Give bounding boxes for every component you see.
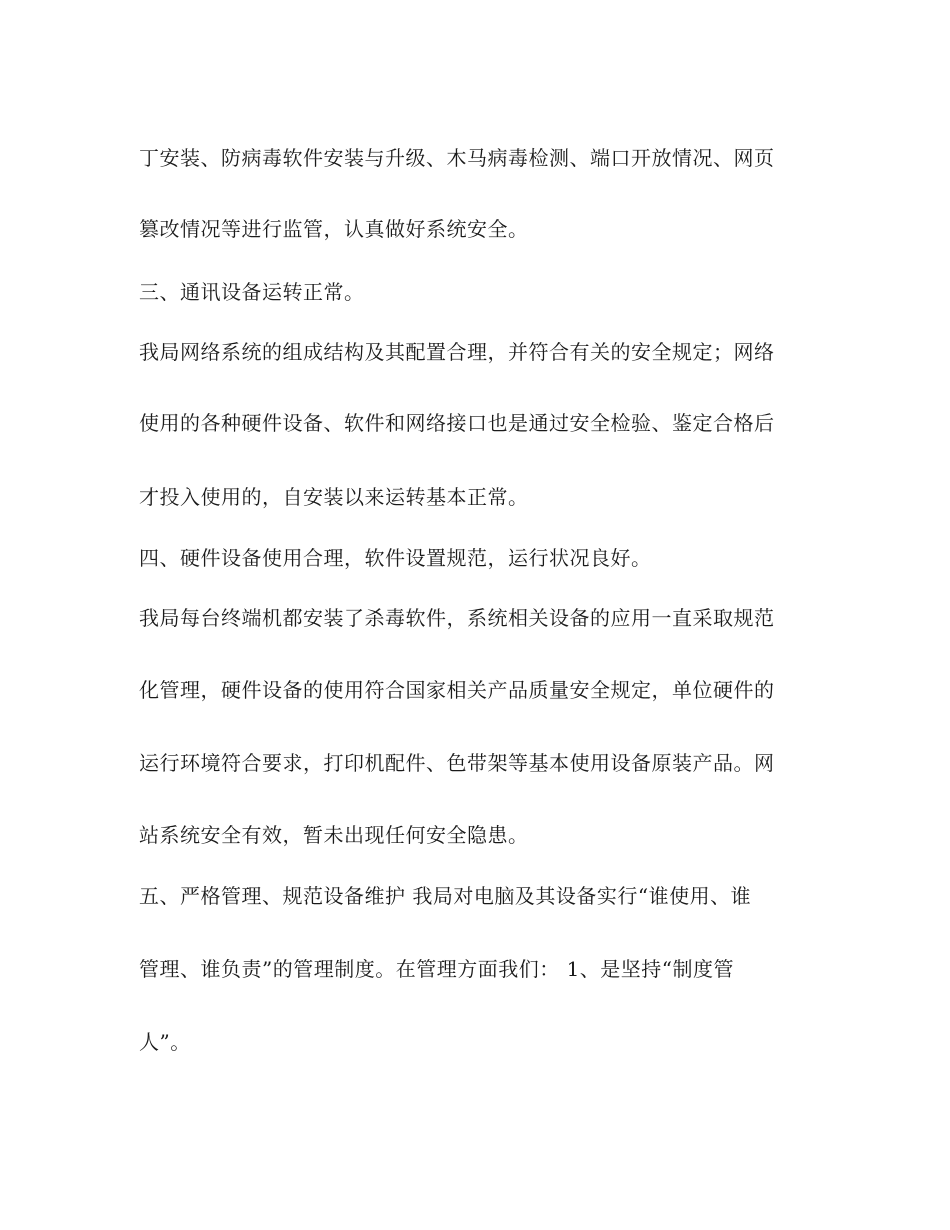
text-line-6: 才投入使用的，自安装以来运转基本正常。 — [139, 485, 529, 509]
text-line-14: 人”。 — [139, 1030, 191, 1054]
text-line-5: 使用的各种硬件设备、软件和网络接口也是通过安全检验、鉴定合格后 — [139, 411, 775, 435]
text-line-13: 管理、谁负责”的管理制度。在管理方面我们： 1、是坚持“制度管 — [139, 957, 735, 981]
text-line-2: 篡改情况等进行监管，认真做好系统安全。 — [139, 217, 529, 241]
text-line-10: 运行环境符合要求，打印机配件、色带架等基本使用设备原装产品。网 — [139, 751, 775, 775]
section-heading-4: 四、硬件设备使用合理，软件设置规范，运行状况良好。 — [139, 546, 652, 570]
text-line-11: 站系统安全有效，暂未出现任何安全隐患。 — [139, 823, 529, 847]
text-line-1: 丁安装、防病毒软件安装与升级、木马病毒检测、端口开放情况、网页 — [139, 146, 775, 170]
text-line-9: 化管理，硬件设备的使用符合国家相关产品质量安全规定，单位硬件的 — [139, 678, 775, 702]
text-line-4: 我局网络系统的组成结构及其配置合理，并符合有关的安全规定；网络 — [139, 340, 775, 364]
text-line-8: 我局每台终端机都安装了杀毒软件，系统相关设备的应用一直采取规范 — [139, 606, 775, 630]
section-heading-3: 三、通讯设备运转正常。 — [139, 280, 365, 304]
section-heading-5: 五、严格管理、规范设备维护 我局对电脑及其设备实行“谁使用、谁 — [139, 884, 752, 908]
